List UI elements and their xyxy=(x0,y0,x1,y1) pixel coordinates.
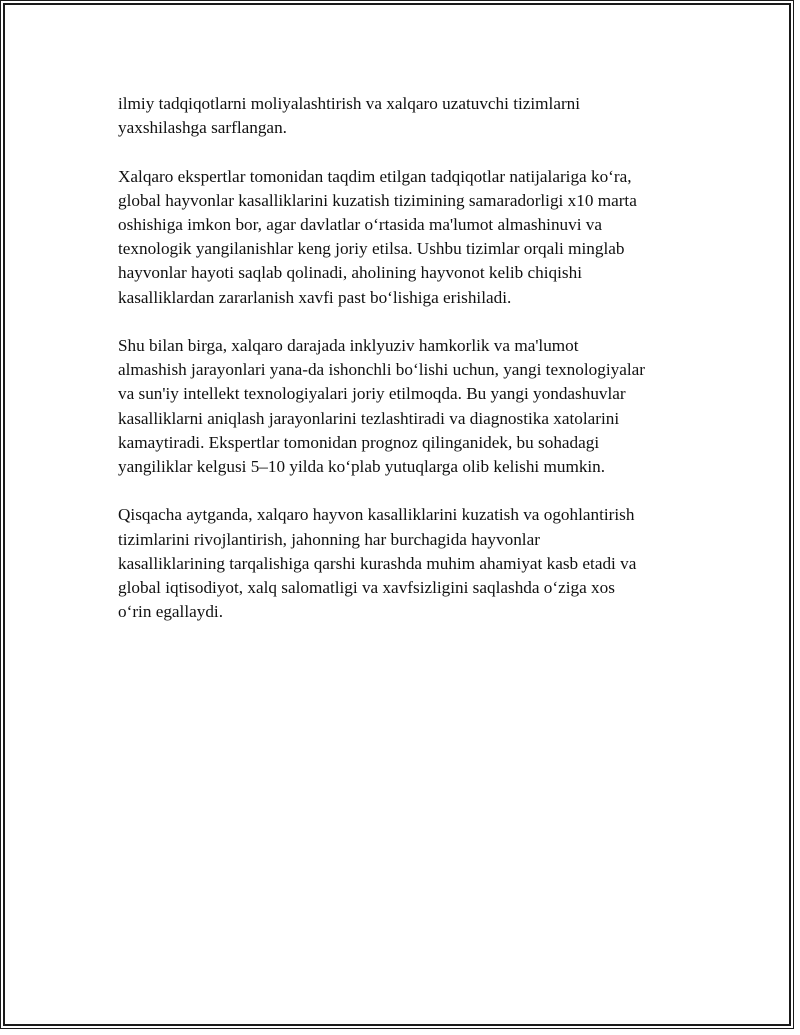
text-line: o‘rin egallaydi. xyxy=(118,602,223,622)
text-line: Shu bilan birga, xalqaro darajada inklyuziv hamkorlik va ma'lumot xyxy=(118,336,579,355)
paragraph-3 xyxy=(118,334,718,479)
text-line: texnologik yangilanishlar keng joriy etilsa. Ushbu tizimlar orqali minglab xyxy=(118,239,625,259)
text-line: kasalliklarining tarqalishiga qarshi kurashda muhim ahamiyat kasb etadi va xyxy=(118,553,637,573)
text-line: yangiliklar kelgusi 5–10 yilda ko‘plab yutuqlarga olib kelishi mumkin. xyxy=(118,457,606,477)
text-line: ilmiy tadqiqotlarni moliyalashtirish va xalqaro uzatuvchi tizimlarni xyxy=(118,94,581,113)
text-line: kamaytiradi. Ekspertlar tomonidan prognoz qilinganidek, bu sohadagi xyxy=(118,432,600,452)
text-line: global iqtisodiyot, xalq salomatligi va xavfsizligini saqlashda o‘ziga xos xyxy=(118,578,615,598)
paragraph-1 xyxy=(118,92,718,140)
paragraph-4 xyxy=(118,503,718,624)
text-line: almashish jarayonlari yana-da ishonchli bo‘lishi uchun, yangi texnologiyalar xyxy=(118,360,645,380)
text-line: va sun'iy intellekt texnologiyalari joriy etilmoqda. Bu yangi yondashuvlar xyxy=(118,384,626,404)
text-line: yaxshilashga sarflangan. xyxy=(118,118,287,138)
text-line: hayvonlar hayoti saqlab qolinadi, aholining hayvonot kelib chiqishi xyxy=(118,263,582,283)
text-line: tizimlarini rivojlantirish, jahonning har burchagida hayvonlar xyxy=(118,529,540,549)
text-line: kasalliklarni aniqlash jarayonlarini tezlashtiradi va diagnostika xatolarini xyxy=(118,408,620,428)
text-line: kasalliklardan zararlanish xavfi past bo‘lishiga erishiladi. xyxy=(118,287,512,307)
text-line: Xalqaro ekspertlar tomonidan taqdim etilgan tadqiqotlar natijalariga ko‘ra, xyxy=(118,166,632,186)
text-line: global hayvonlar kasalliklarini kuzatish tizimining samaradorligi x10 marta xyxy=(118,190,637,210)
text-line: Qisqacha aytganda, xalqaro hayvon kasalliklarini kuzatish va ogohlantirish xyxy=(118,505,635,525)
document-body xyxy=(118,92,718,649)
text-line: oshishiga imkon bor, agar davlatlar o‘rtasida ma'lumot almashinuvi va xyxy=(118,215,603,234)
paragraph-2 xyxy=(118,165,718,310)
